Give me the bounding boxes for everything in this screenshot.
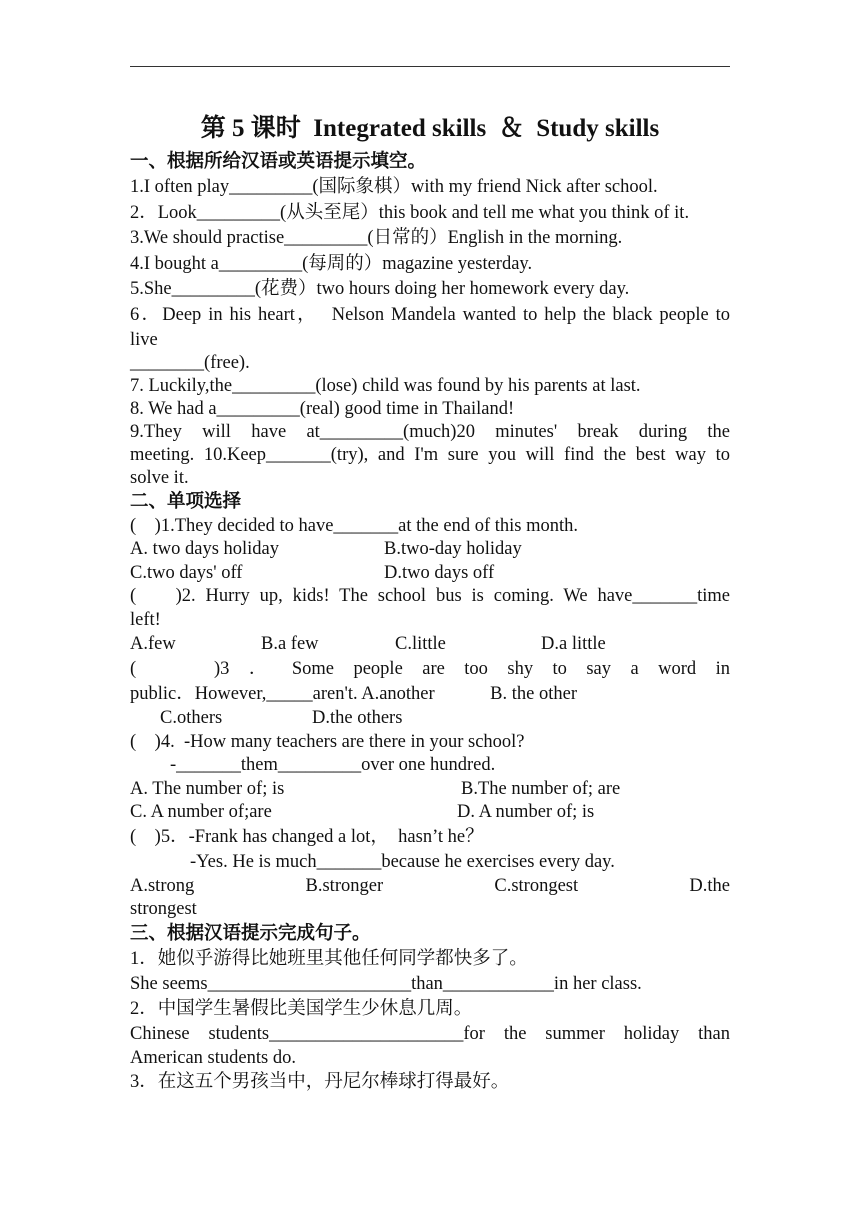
s2-q2-options [130,632,730,657]
s2-q4-line1: ( )4. -How many teachers are there in your school? [130,731,525,752]
s2-q3-options [130,707,730,731]
s2-q4-option-d: D. A number of; is [457,802,595,823]
s2-q2-line1: ( )2. Hurry up, kids! The school bus is coming. We have_______time [130,586,730,607]
s1-q7: 7. Luckily,the_________(lose) child was found by his parents at last. [130,375,641,396]
s2-q5-option-d: D.the [689,875,730,896]
s2-q2-option-b: B.a few [261,634,319,655]
s2-q1: ( )1.They decided to have_______at the end of this month. [130,515,579,536]
s2-q1-options-row1 [130,538,730,562]
s2-q1-option-a: A. two days holiday [130,539,280,560]
s1-q6-line2: live [130,329,158,350]
worksheet [130,110,730,1095]
s2-q5-options [130,875,730,899]
top-rule [130,66,730,67]
page-title: 第 5 课时 Integrated skills ＆ Study skills [200,115,660,142]
s2-q1-option-d: D.two days off [384,562,495,583]
s2-q4-line2: -_______them_________over one hundred. [170,755,496,776]
s2-q5-line2: -Yes. He is much_______because he exercises every day. [190,851,615,872]
s2-q4-options-row1 [130,778,730,802]
s1-q9-line2: meeting. 10.Keep_______(try), and I'm sure you will find the best way to [130,444,730,465]
section-heading-1: 一、根据所给汉语或英语提示填空。 [130,152,427,172]
s2-q4-option-c: C. A number of;are [130,802,272,823]
s2-q4-options-row2 [130,801,730,825]
s1-q3: 3.We should practise_________(日常的）English in the morning. [130,228,623,249]
s2-q3-line2: public．However,_____aren't. A.another B. the other [130,684,577,705]
s3-q1-english: She seems______________________than____________in her class. [130,973,642,994]
s1-q2: 2．Look_________(从头至尾）this book and tell me what you think of it. [130,202,690,223]
section-heading-3: 三、根据汉语提示完成句子。 [130,923,371,944]
s2-q2-option-c: C.little [395,634,446,655]
s1-q9-line3: solve it. [130,467,189,488]
s1-q1: 1.I often play_________(国际象棋）with my friend Nick after school. [130,177,658,197]
s1-q5: 5.She_________(花费）two hours doing her homework every day. [130,279,630,300]
s2-q5-option-b: B.stronger [305,875,384,896]
s2-q2-option-d: D.a little [541,634,606,655]
s2-q5-option-a: A.strong [130,875,195,896]
s3-q3-chinese: 3．在这五个男孩当中，丹尼尔棒球打得最好。 [130,1071,510,1092]
s2-q3-line1: ( )3 ． Some people are too shy to say a word in [130,659,730,680]
s3-q2-chinese: 2．中国学生暑假比美国学生少休息几周。 [130,998,473,1019]
s2-q2-line2: left! [130,609,161,630]
s2-q3-option-d: D.the others [312,708,403,729]
s2-q4-option-a: A. The number of; is [130,778,285,799]
s2-q5-option-d-cont: strongest [130,899,197,920]
s1-q6-line1: 6．Deep in his heart， Nelson Mandela wanted to help the black people to [130,304,730,325]
s2-q5-line1: ( )5．-Frank has changed a lot， hasn’t he？ [130,826,484,847]
s1-q4: 4.I bought a_________(每周的）magazine yesterday. [130,253,533,274]
s1-q6-line3: ________(free). [130,352,250,373]
s2-q1-option-c: C.two days' off [130,562,243,583]
s2-q1-option-b: B.two-day holiday [384,539,522,560]
s2-q5-option-c: C.strongest [494,875,579,896]
s3-q2-english: Chinese students_____________________for the summer holiday than [130,1023,730,1044]
s2-q4-option-b: B.The number of; are [461,778,621,799]
s2-q3-option-c: C.others [160,708,223,729]
s3-q1-chinese: 1．她似乎游得比她班里其他任何同学都快多了。 [130,948,528,969]
s1-q8: 8. We had a_________(real) good time in Thailand! [130,398,515,419]
s2-q1-options-row2 [130,562,730,586]
section-heading-2: 二、单项选择 [130,491,242,512]
s3-q2-english-cont: American students do. [130,1047,296,1068]
s1-q9-line1: 9.They will have at_________(much)20 minutes' break during the [130,421,730,442]
s2-q2-option-a: A.few [130,634,176,655]
